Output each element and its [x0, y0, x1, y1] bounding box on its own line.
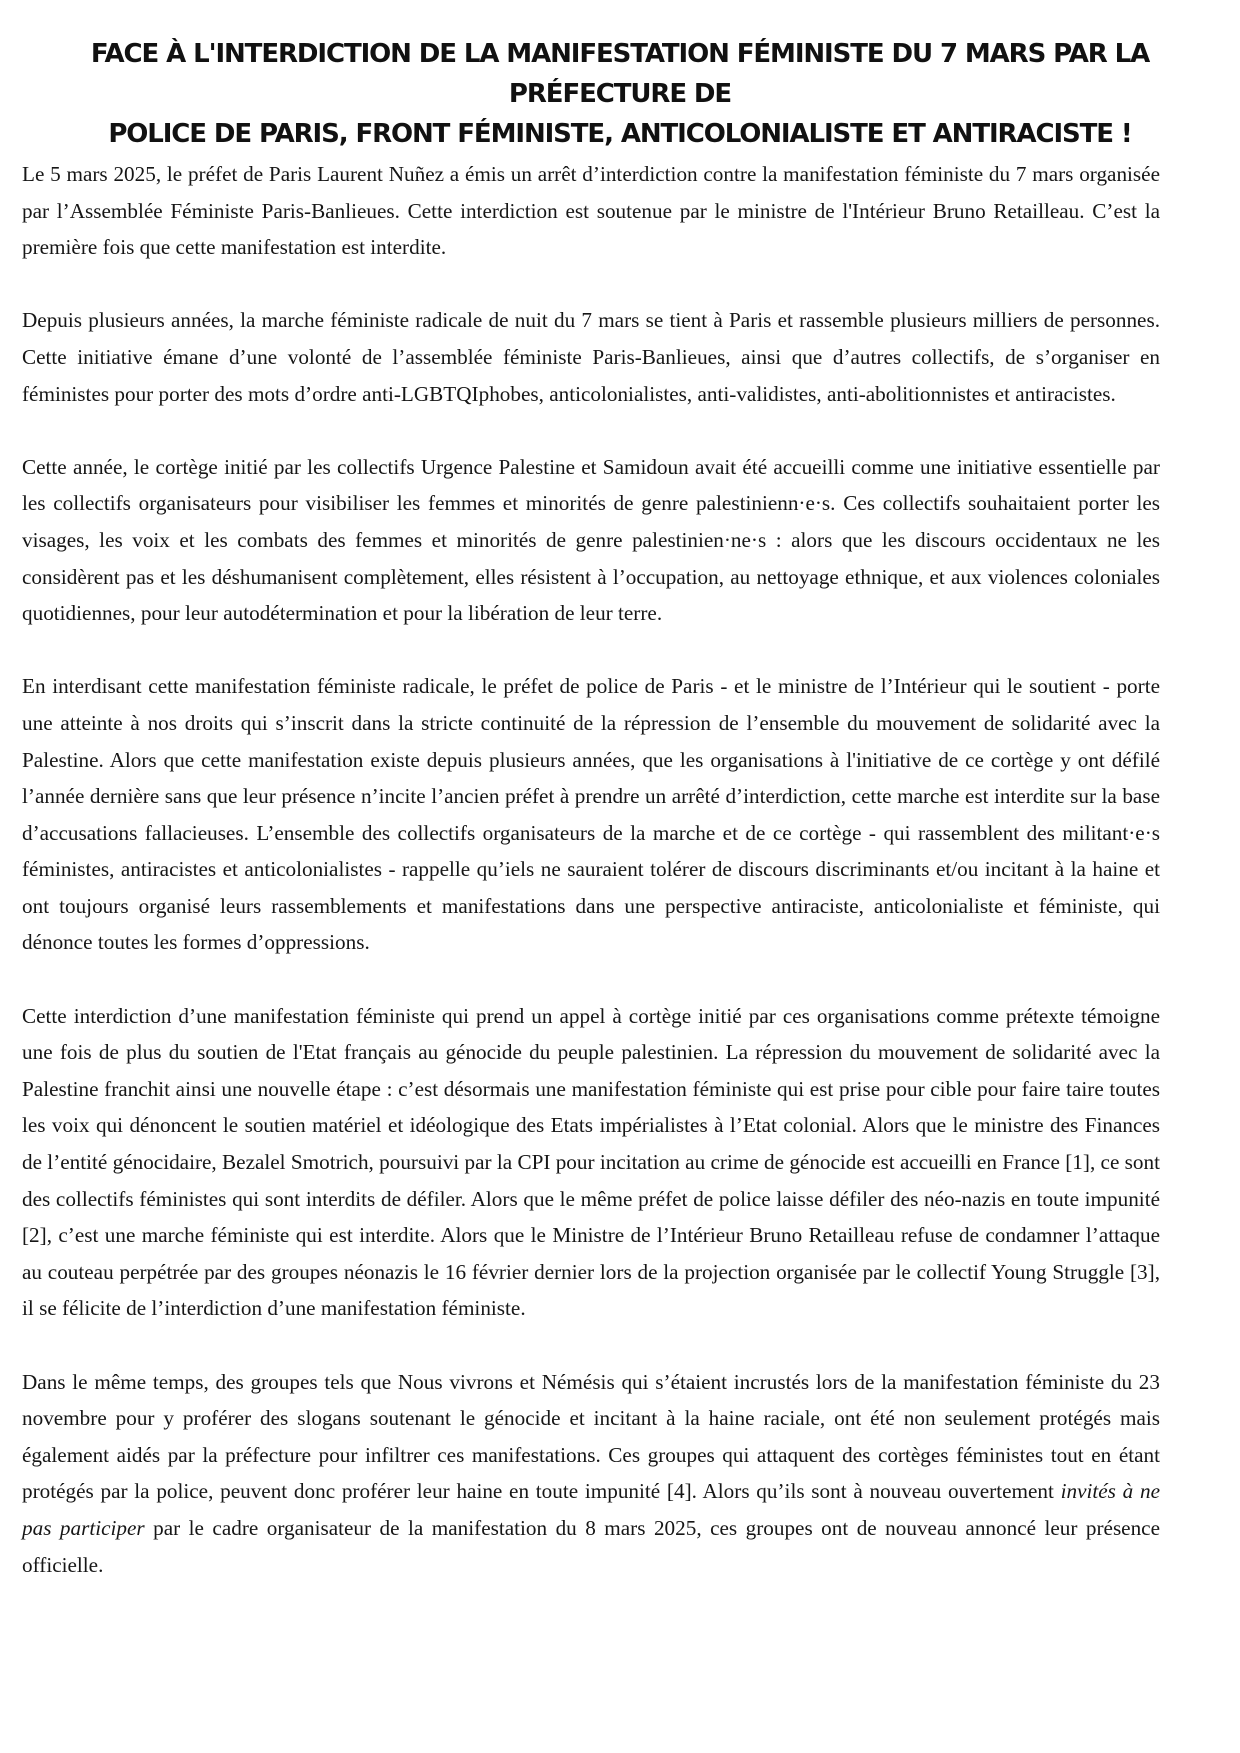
title-line-2: POLICE DE PARIS, FRONT FÉMINISTE, ANTICOLONIALISTE ET ANTIRACISTE ! [108, 119, 1132, 149]
paragraph-4: En interdisant cette manifestation féministe radicale, le préfet de police de Paris - et le ministre de l’Intérieur qui le soutient - porte une atteinte à nos droits qui s’inscrit dans la stricte continuité de la répression de l’ensemble du mouvement de solidarité avec la Palestine. Alors que cette manifestation existe depuis plusieurs années, que les organisations à l'initiative de ce cortège y ont défilé l’année dernière sans que leur présence n’incite l’ancien préfet à prendre un arrêté d’interdiction, cette marche est interdite sur la base d’accusations fallacieuses. L’ensemble des collectifs organisateurs de la marche et de ce cortège - qui rassemblent des militant·e·s féministes, antiracistes et anticolonialistes - rappelle qu’iels ne sauraient tolérer de discours discriminants et/ou incitant à la haine et ont toujours organisé leurs rassemblements et manifestations dans une perspective antiraciste, anticolonialiste et féministe, qui dénonce toutes les formes d’oppressions. [22, 674, 1160, 955]
paragraph-3: Cette année, le cortège initié par les collectifs Urgence Palestine et Samidoun avait été accueilli comme une initiative essentielle par les collectifs organisateurs pour visibiliser les femmes et minorités de genre palestinienn·e·s. Ces collectifs souhaitaient porter les visages, les voix et les combats des femmes et minorités de genre palestinien·ne·s : alors que les discours occidentaux ne les considèrent pas et les déshumanisent complètement, elles résistent à l’occupation, au nettoyage ethnique, et aux violences coloniales quotidiennes, pour leur autodétermination et pour la libération de leur terre. [22, 454, 1160, 626]
document-title [0, 34, 1240, 154]
paragraph-2: Depuis plusieurs années, la marche féministe radicale de nuit du 7 mars se tient à Paris et rassemble plusieurs milliers de personnes. Cette initiative émane d’une volonté de l’assemblée féministe Paris-Banlieues, ainsi que d’autres collectifs, de s’organiser en féministes pour porter des mots d’ordre anti-LGBTQIphobes, anticolonialistes, anti-validistes, anti-abolitionnistes et antiracistes. [22, 308, 1160, 406]
paragraph-6-text-start: Dans le même temps, des groupes tels que Nous vivrons et Némésis qui s’étaient incrustés lors de la manifestation féministe du 23 novembre pour y proférer des slogans soutenant le génocide et incitant à la haine raciale, ont été non seulement protégés mais également aidés par la préfecture pour infiltrer ces manifestations. Ces groupes qui attaquent des cortèges féministes tout en étant protégés par la police, peuvent donc proférer leur haine en toute impunité [4]. Alors qu’ils sont à nouveau ouvertement [22, 1369, 1160, 1504]
paragraph-6-text-end: par le cadre organisateur de la manifestation du 8 mars 2025, ces groupes ont de nouveau annoncé leur présence officielle. [22, 1515, 1160, 1577]
paragraph-6 [22, 1364, 1160, 1584]
title-line-1: FACE À L'INTERDICTION DE LA MANIFESTATION FÉMINISTE DU 7 MARS PAR LA PRÉFECTURE DE [90, 39, 1150, 109]
paragraph-1: Le 5 mars 2025, le préfet de Paris Laurent Nuñez a émis un arrêt d’interdiction contre la manifestation féministe du 7 mars organisée par l’Assemblée Féministe Paris-Banlieues. Cette interdiction est soutenue par le ministre de l'Intérieur Bruno Retailleau. C’est la première fois que cette manifestation est interdite. [22, 162, 1160, 260]
document-body [22, 156, 1160, 1583]
paragraph-5: Cette interdiction d’une manifestation féministe qui prend un appel à cortège initié par ces organisations comme prétexte témoigne une fois de plus du soutien de l'Etat français au génocide du peuple palestinien. La répression du mouvement de solidarité avec la Palestine franchit ainsi une nouvelle étape : c’est désormais une manifestation féministe qui est prise pour cible pour faire taire toutes les voix qui dénoncent le soutien matériel et idéologique des Etats impérialistes à l’Etat colonial. Alors que le ministre des Finances de l’entité génocidaire, Bezalel Smotrich, poursuivi par la CPI pour incitation au crime de génocide est accueilli en France [1], ce sont des collectifs féministes qui sont interdits de défiler. Alors que le même préfet de police laisse défiler des néo-nazis en toute impunité [2], c’est une marche féministe qui est interdite. Alors que le Ministre de l’Intérieur Bruno Retailleau refuse de condamner l’attaque au couteau perpétrée par des groupes néonazis le 16 février dernier lors de la projection organisée par le collectif Young Struggle [3], il se félicite de l’interdiction d’une manifestation féministe. [22, 1003, 1160, 1321]
paragraph-6-italic-phrase: invités à ne pas participer [22, 1479, 1160, 1540]
